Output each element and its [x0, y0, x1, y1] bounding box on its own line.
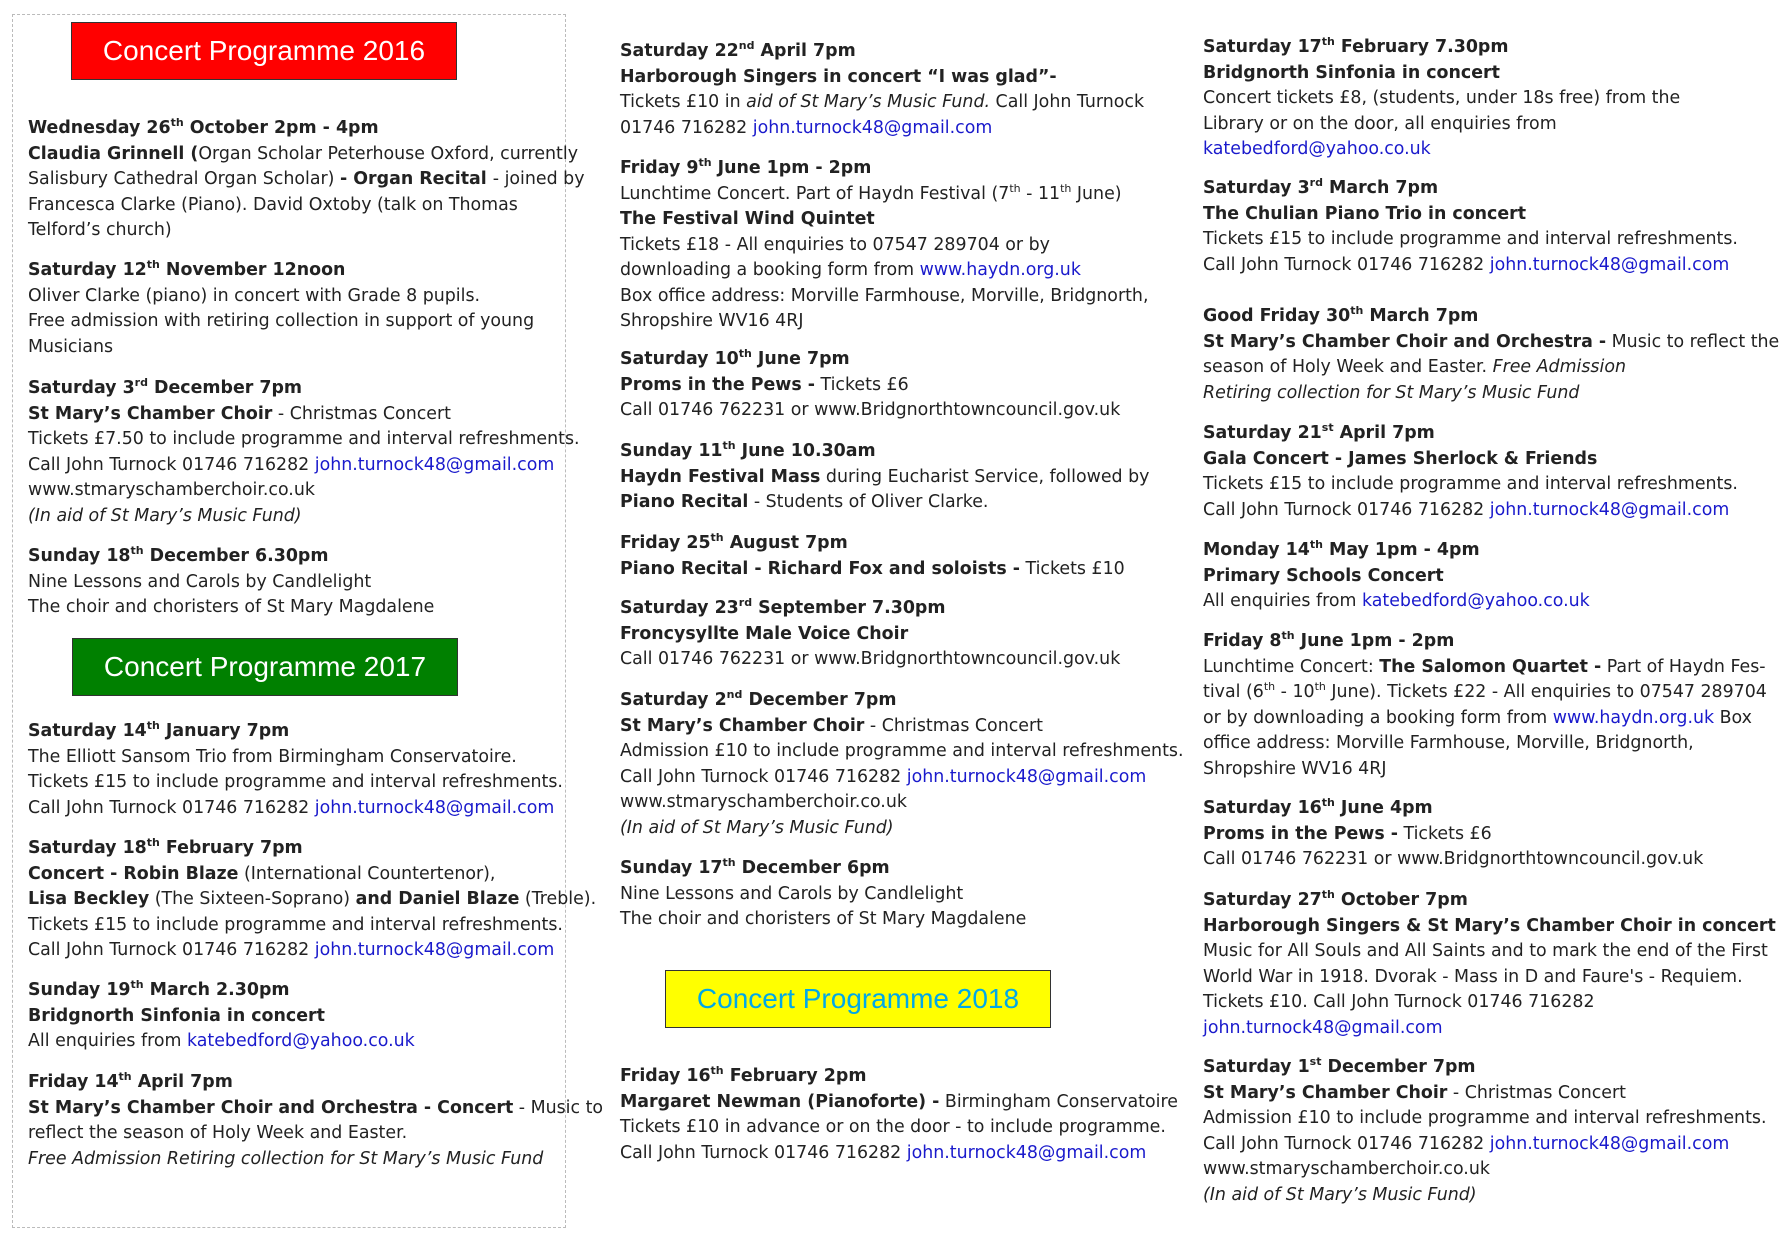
event-line: (In aid of St Mary’s Music Fund): [620, 817, 894, 838]
event-line: downloading a booking form from www.haydn.org.uk: [620, 260, 1081, 280]
event-heading: Friday 14th April 7pm: [28, 1070, 233, 1092]
event-line: www.stmaryschamberchoir.co.uk: [1203, 1159, 1490, 1179]
event-line: Tickets £10 in aid of St Mary’s Music Fund. Call John Turnock: [620, 92, 1145, 112]
email-link[interactable]: john.turnock48@gmail.com: [906, 1142, 1147, 1163]
event-line: World War in 1918. Dvorak - Mass in D and Faure's - Requiem.: [1203, 966, 1743, 987]
event-2018-mar-3: [1203, 176, 1751, 278]
event-heading: Sunday 18th December 6.30pm: [28, 544, 329, 566]
event-line: Salisbury Cathedral Organ Scholar) - Organ Recital - joined by: [28, 169, 585, 189]
event-heading: Sunday 19th March 2.30pm: [28, 978, 290, 1000]
event-line: St Mary’s Chamber Choir - Christmas Concert: [620, 715, 1043, 736]
event-line: Call John Turnock 01746 716282 john.turnock48@gmail.com: [620, 1142, 1147, 1163]
event-line: Lunchtime Concert: The Salomon Quartet - Part of Haydn Fes-: [1203, 656, 1766, 677]
event-heading: Monday 14th May 1pm - 4pm: [1203, 538, 1480, 560]
event-2017-feb-18: [28, 836, 597, 964]
event-line: (In aid of St Mary’s Music Fund): [1203, 1184, 1477, 1205]
event-line: Call John Turnock 01746 716282 john.turnock48@gmail.com: [28, 797, 555, 818]
event-line: Call John Turnock 01746 716282 john.turnock48@gmail.com: [1203, 1133, 1730, 1154]
email-link[interactable]: john.turnock48@gmail.com: [906, 766, 1147, 787]
event-2016-dec-18: [28, 544, 569, 621]
event-line: Margaret Newman (Pianoforte) - Birmingham Conservatoire: [620, 1091, 1178, 1112]
event-heading: Friday 8th June 1pm - 2pm: [1203, 629, 1455, 651]
event-line: Bridgnorth Sinfonia in concert: [1203, 62, 1500, 83]
event-heading: Wednesday 26th October 2pm - 4pm: [28, 116, 379, 138]
email-link[interactable]: john.turnock48@gmail.com: [1489, 499, 1730, 520]
event-line: www.stmaryschamberchoir.co.uk: [28, 480, 315, 500]
event-line: Tickets £15 to include programme and interval refreshments.: [28, 914, 563, 935]
event-heading: Saturday 23rd September 7.30pm: [620, 596, 946, 618]
event-line: Tickets £15 to include programme and interval refreshments.: [1203, 474, 1738, 494]
event-2017-apr-22: [620, 39, 1168, 141]
event-line: or by downloading a booking form from www.haydn.org.uk Box: [1203, 707, 1752, 728]
email-link[interactable]: katebedford@yahoo.co.uk: [1203, 139, 1431, 159]
event-line: Primary Schools Concert: [1203, 565, 1444, 586]
event-line: The Festival Wind Quintet: [620, 209, 875, 229]
event-line: St Mary’s Chamber Choir - Christmas Concert: [28, 403, 451, 424]
banner-2017: [72, 638, 458, 696]
event-line: Proms in the Pews - Tickets £6: [1203, 823, 1492, 844]
event-line: Lunchtime Concert. Part of Haydn Festival (7th - 11th June): [620, 181, 1122, 204]
event-2018-jun-16: [1203, 796, 1751, 873]
event-line: tival (6th - 10th June). Tickets £22 - All enquiries to 07547 289704: [1203, 680, 1767, 702]
event-heading: Saturday 21st April 7pm: [1203, 421, 1435, 443]
event-2018-jun-8: [1203, 629, 1767, 782]
event-heading: Friday 16th February 2pm: [620, 1064, 867, 1086]
event-line: Call John Turnock 01746 716282 john.turnock48@gmail.com: [1203, 499, 1730, 520]
event-heading: Saturday 27th October 7pm: [1203, 888, 1468, 910]
event-2018-oct-27: [1203, 888, 1776, 1041]
event-line: Free Admission Retiring collection for St Mary’s Music Fund: [28, 1148, 544, 1169]
event-line: Call 01746 762231 or www.Bridgnorthtowncouncil.gov.uk: [620, 649, 1121, 669]
event-heading: Friday 9th June 1pm - 2pm: [620, 156, 872, 178]
event-line: Francesca Clarke (Piano). David Oxtoby (talk on Thomas: [28, 194, 518, 215]
email-link[interactable]: john.turnock48@gmail.com: [314, 940, 555, 960]
banner-2016: [71, 22, 457, 80]
event-line: Call John Turnock 01746 716282 john.turnock48@gmail.com: [28, 940, 555, 960]
event-line: Admission £10 to include programme and interval refreshments.: [1203, 1108, 1767, 1128]
event-2018-feb-17: [1203, 35, 1751, 163]
event-heading: Friday 25th August 7pm: [620, 531, 848, 553]
event-heading: Saturday 22nd April 7pm: [620, 39, 856, 61]
event-line: Tickets £15 to include programme and interval refreshments.: [1203, 229, 1738, 249]
banner-2018-title: Concert Programme 2018: [696, 983, 1020, 1015]
event-line: Call John Turnock 01746 716282 john.turnock48@gmail.com: [620, 766, 1147, 787]
event-line: Froncysyllte Male Voice Choir: [620, 623, 909, 644]
event-line: Call John Turnock 01746 716282 john.turnock48@gmail.com: [1203, 254, 1730, 275]
event-line: Call John Turnock 01746 716282 john.turnock48@gmail.com: [28, 454, 555, 475]
event-line: Harborough Singers in concert “I was glad”-: [620, 66, 1057, 87]
event-2018-may-14: [1203, 538, 1751, 615]
event-heading: Saturday 10th June 7pm: [620, 347, 850, 369]
event-2017-apr-14: [28, 1070, 604, 1172]
event-line: Claudia Grinnell (Organ Scholar Peterhouse Oxford, currently: [28, 143, 578, 164]
event-line: Call 01746 762231 or www.Bridgnorthtowncouncil.gov.uk: [620, 400, 1121, 420]
event-line: Concert - Robin Blaze (International Countertenor),: [28, 863, 496, 884]
event-heading: Saturday 17th February 7.30pm: [1203, 35, 1509, 57]
event-2018-mar-30: [1203, 304, 1779, 406]
event-line: [1203, 1016, 1751, 1042]
event-2017-aug-25: [620, 531, 1168, 582]
event-2016-dec-3: [28, 376, 580, 529]
event-line: Library or on the door, all enquiries from: [1203, 113, 1557, 134]
event-2016-nov-12: [28, 258, 569, 360]
banner-2017-title: Concert Programme 2017: [103, 651, 427, 683]
email-link[interactable]: katebedford@yahoo.co.uk: [186, 1031, 415, 1051]
event-line: Tickets £18 - All enquiries to 07547 289704 or by: [620, 234, 1050, 255]
event-line: season of Holy Week and Easter. Free Admission: [1203, 357, 1626, 377]
event-line: Tickets £7.50 to include programme and interval refreshments.: [28, 429, 580, 449]
event-line: Tickets £10 in advance or on the door - to include programme.: [620, 1117, 1166, 1137]
event-line: The Elliott Sansom Trio from Birmingham Conservatoire.: [28, 746, 517, 767]
event-2017-jun-10: [620, 347, 1168, 424]
email-link[interactable]: john.turnock48@gmail.com: [314, 797, 555, 818]
event-line: Piano Recital - Students of Oliver Clarke.: [620, 492, 989, 512]
event-2017-dec-2: [620, 688, 1184, 841]
email-link[interactable]: john.turnock48@gmail.com: [1489, 254, 1730, 275]
banner-2018: [665, 970, 1051, 1028]
event-2018-apr-21: [1203, 421, 1751, 523]
event-line: Admission £10 to include programme and interval refreshments.: [620, 741, 1184, 761]
event-line: St Mary’s Chamber Choir and Orchestra - Concert - Music to: [28, 1097, 604, 1118]
website-link[interactable]: www.haydn.org.uk: [1552, 707, 1715, 728]
email-link[interactable]: katebedford@yahoo.co.uk: [1361, 591, 1590, 611]
event-line: Shropshire WV16 4RJ: [620, 311, 804, 331]
event-heading: Saturday 18th February 7pm: [28, 836, 303, 858]
event-line: Harborough Singers & St Mary’s Chamber Choir in concert: [1203, 915, 1776, 936]
event-line: Gala Concert - James Sherlock & Friends: [1203, 448, 1598, 469]
event-line: Haydn Festival Mass during Eucharist Service, followed by: [620, 466, 1150, 487]
event-line: The Chulian Piano Trio in concert: [1203, 203, 1527, 224]
event-2017-jun-9: [620, 156, 1168, 335]
event-line: Bridgnorth Sinfonia in concert: [28, 1005, 325, 1026]
event-line: Lisa Beckley (The Sixteen-Soprano) and Daniel Blaze (Treble).: [28, 889, 597, 909]
event-heading: Saturday 3rd March 7pm: [1203, 176, 1439, 198]
event-heading: Sunday 17th December 6pm: [620, 856, 890, 878]
email-link[interactable]: john.turnock48@gmail.com: [752, 117, 993, 138]
event-line: All enquiries from katebedford@yahoo.co.uk: [1203, 591, 1590, 611]
event-line: (In aid of St Mary’s Music Fund): [28, 505, 302, 526]
event-heading: Saturday 12th November 12noon: [28, 258, 346, 280]
event-heading: Sunday 11th June 10.30am: [620, 439, 876, 461]
event-line: Music for All Souls and All Saints and to mark the end of the First: [1203, 941, 1768, 961]
event-2017-jun-11: [620, 439, 1168, 516]
event-line: The choir and choristers of St Mary Magdalene: [620, 909, 1027, 929]
event-line: All enquiries from katebedford@yahoo.co.uk: [28, 1031, 415, 1051]
event-heading: Saturday 14th January 7pm: [28, 719, 290, 741]
event-line: www.stmaryschamberchoir.co.uk: [620, 792, 907, 812]
event-2017-dec-17: [620, 856, 1168, 933]
event-line: Telford’s church): [28, 220, 172, 240]
banner-2016-title: Concert Programme 2016: [102, 35, 426, 67]
event-line: Musicians: [28, 336, 114, 357]
event-2017-mar-19: [28, 978, 569, 1055]
event-line: Shropshire WV16 4RJ: [1203, 758, 1387, 779]
event-line: Proms in the Pews - Tickets £6: [620, 374, 909, 395]
event-heading: Saturday 2nd December 7pm: [620, 688, 897, 710]
email-link[interactable]: john.turnock48@gmail.com: [1489, 1133, 1730, 1154]
event-2017-jan-14: [28, 719, 569, 821]
website-link[interactable]: www.haydn.org.uk: [919, 260, 1081, 280]
event-2017-sep-23: [620, 596, 1168, 673]
event-line: Nine Lessons and Carols by Candlelight: [28, 571, 372, 592]
event-line: [1203, 137, 1751, 163]
event-line: 01746 716282 john.turnock48@gmail.com: [620, 117, 993, 138]
event-line: Tickets £15 to include programme and interval refreshments.: [28, 772, 563, 792]
event-line: Nine Lessons and Carols by Candlelight: [620, 883, 964, 904]
event-line: Free admission with retiring collection in support of young: [28, 311, 535, 331]
event-line: Oliver Clarke (piano) in concert with Grade 8 pupils.: [28, 285, 481, 306]
event-line: The choir and choristers of St Mary Magdalene: [28, 597, 435, 617]
event-line: Concert tickets £8, (students, under 18s free) from the: [1203, 88, 1681, 108]
event-heading: Saturday 1st December 7pm: [1203, 1055, 1476, 1077]
event-line: St Mary’s Chamber Choir - Christmas Concert: [1203, 1082, 1626, 1103]
event-heading: Good Friday 30th March 7pm: [1203, 304, 1479, 326]
event-line: St Mary’s Chamber Choir and Orchestra - Music to reflect the: [1203, 331, 1779, 352]
event-line: Retiring collection for St Mary’s Music Fund: [1203, 382, 1580, 403]
event-line: reflect the season of Holy Week and Easter.: [28, 1123, 408, 1143]
event-line: Call 01746 762231 or www.Bridgnorthtowncouncil.gov.uk: [1203, 849, 1704, 869]
event-line: office address: Morville Farmhouse, Morville, Bridgnorth,: [1203, 733, 1694, 753]
email-link[interactable]: john.turnock48@gmail.com: [1203, 1017, 1443, 1038]
event-line: Tickets £10. Call John Turnock 01746 716282: [1203, 992, 1595, 1012]
event-2018-dec-1: [1203, 1055, 1767, 1208]
event-2018-feb-16: [620, 1064, 1178, 1166]
event-line: Piano Recital - Richard Fox and soloists - Tickets £10: [620, 558, 1125, 579]
email-link[interactable]: john.turnock48@gmail.com: [314, 454, 555, 475]
event-heading: Saturday 16th June 4pm: [1203, 796, 1433, 818]
event-line: Box office address: Morville Farmhouse, Morville, Bridgnorth,: [620, 285, 1149, 306]
event-heading: Saturday 3rd December 7pm: [28, 376, 303, 398]
event-2016-oct-26: [28, 116, 585, 244]
